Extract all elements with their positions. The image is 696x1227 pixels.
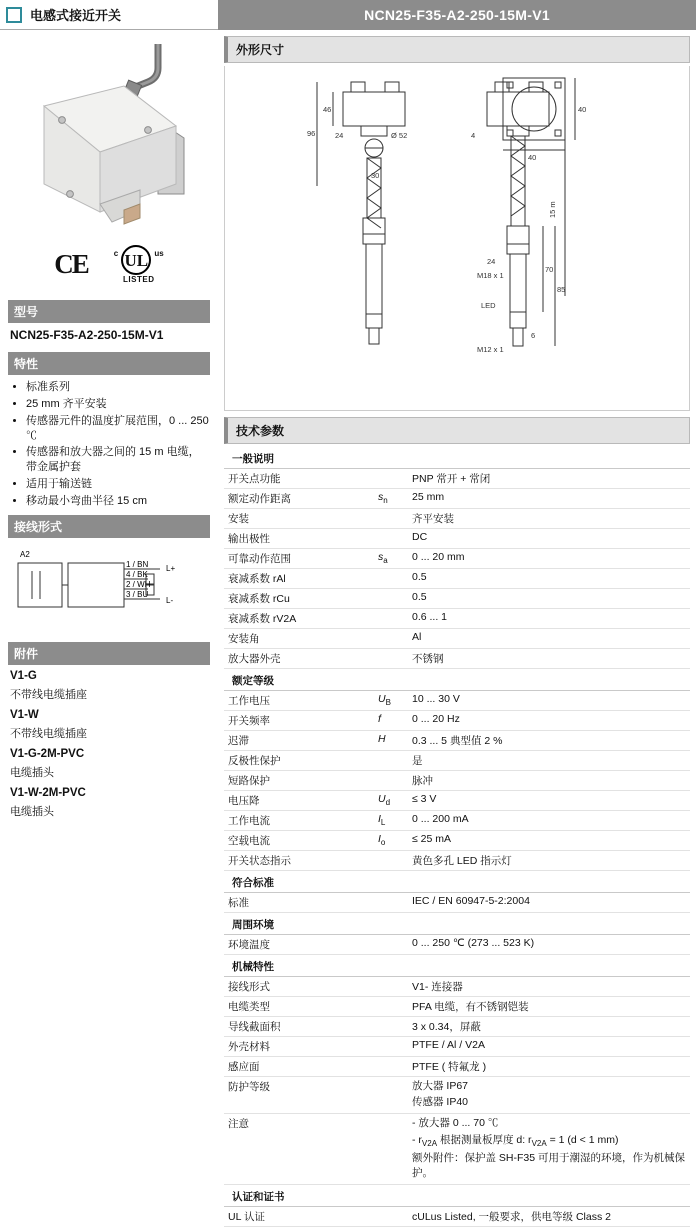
spec-label: 电压降	[224, 791, 374, 811]
spec-label: 标准	[224, 893, 374, 913]
spec-value: 齐平安装	[408, 509, 690, 529]
header-left	[0, 0, 218, 30]
svg-text:96: 96	[307, 129, 316, 138]
ul-mark	[114, 245, 164, 284]
list-item: • 25 mm 齐平安装	[26, 397, 210, 412]
spec-label: 短路保护	[224, 771, 374, 791]
ul-c-letter: c	[113, 248, 119, 258]
svg-text:24: 24	[487, 257, 496, 266]
spec-value: 10 ... 30 V	[408, 691, 690, 711]
spec-label: 迟滞	[224, 731, 374, 751]
spec-value: PTFE ( 特氟龙 )	[408, 1057, 690, 1077]
accessory-item	[8, 787, 210, 819]
page-title: 电感式接近开关	[30, 8, 122, 23]
accessory-name: V1-W	[10, 708, 39, 721]
spec-value: PNP 常开 + 常闭	[408, 469, 690, 489]
product-photo	[8, 34, 210, 234]
accessory-desc: 电缆插头	[10, 805, 54, 818]
spec-value: - 放大器 0 ... 70 ℃ - $r_{V2A}$ 根据测量板厚度 d: $r_{V2A} = 1$ (d < 1 mm) 额外附件：保护盖 SH-F35 可用于潮湿的环境，作为机械保护。	[408, 1114, 690, 1184]
spec-label: 额定动作距离	[224, 489, 374, 509]
spec-value: 0 ... 20 mm	[408, 549, 690, 569]
spec-value: 是	[408, 751, 690, 771]
spec-label: 接线形式	[224, 977, 374, 997]
spec-group-title: 认证和证书	[224, 1184, 690, 1206]
spec-value: 黄色多孔 LED 指示灯	[408, 851, 690, 871]
spec-label: 注意	[224, 1114, 374, 1184]
spec-value: 0 ... 20 Hz	[408, 711, 690, 731]
wiring-diagram	[8, 543, 210, 636]
spec-value: 0.6 ... 1	[408, 609, 690, 629]
svg-text:40: 40	[528, 153, 537, 162]
wiring-label-a2: A2	[20, 549, 30, 559]
svg-text:15 m: 15 m	[548, 201, 557, 218]
spec-value: 25 mm	[408, 489, 690, 509]
spec-label: 衰减系数 rAl	[224, 569, 374, 589]
spec-label: 输出极性	[224, 529, 374, 549]
spec-label: 电缆类型	[224, 997, 374, 1017]
section-accessories: 附件	[8, 642, 210, 665]
approval-marks	[8, 234, 210, 294]
accessory-name: V1-G-2M-PVC	[10, 747, 85, 760]
specs-table	[224, 447, 690, 1227]
spec-group-title: 符合标准	[224, 871, 690, 893]
svg-text:M12 x 1: M12 x 1	[477, 345, 504, 354]
spec-value: ≤ 25 mA	[408, 831, 690, 851]
wiring-label-2: 2 / WH	[126, 579, 151, 589]
svg-text:24: 24	[335, 131, 344, 140]
spec-label: 外壳材料	[224, 1037, 374, 1057]
svg-text:4: 4	[471, 131, 476, 140]
accessory-name: V1-G	[10, 669, 37, 682]
list-item: • 移动最小弯曲半径 15 cm	[26, 494, 210, 509]
accessory-desc: 不带线电缆插座	[10, 727, 87, 740]
spec-value: 0.3 ... 5 典型值 2 %	[408, 731, 690, 751]
spec-label: 防护等级	[224, 1077, 374, 1114]
ul-us-letters: us	[154, 248, 164, 258]
spec-label: 环境温度	[224, 935, 374, 955]
dimension-drawing	[224, 66, 690, 411]
spec-symbol: f	[374, 711, 408, 731]
spec-label: 开关状态指示	[224, 851, 374, 871]
svg-text:40: 40	[578, 105, 587, 114]
svg-text:Ø 52: Ø 52	[391, 131, 408, 140]
list-item: • 传感器和放大器之间的 15 m 电缆，带金属护套	[26, 445, 210, 475]
svg-text:M18 x 1: M18 x 1	[477, 271, 504, 280]
svg-text:6: 6	[531, 331, 536, 340]
spec-symbol: $s_a$	[374, 549, 408, 569]
spec-symbol	[374, 529, 408, 549]
features-list	[8, 380, 210, 509]
ul-listed-label: LISTED	[123, 274, 155, 284]
list-item: • 传感器元件的温度扩展范围，0 ... 250 ℃	[26, 414, 210, 444]
spec-label: 衰减系数 rCu	[224, 589, 374, 609]
spec-value: V1- 连接器	[408, 977, 690, 997]
spec-label: UL 认证	[224, 1206, 374, 1226]
ce-mark: CE	[54, 248, 88, 279]
wiring-label-lminus: L-	[166, 595, 174, 605]
spec-label: 衰减系数 rV2A	[224, 609, 374, 629]
spec-value: 0.5	[408, 569, 690, 589]
svg-text:46: 46	[323, 105, 332, 114]
spec-label: 可靠动作范围	[224, 549, 374, 569]
section-features: 特性	[8, 352, 210, 375]
spec-value: ≤ 3 V	[408, 791, 690, 811]
spec-value: 脉冲	[408, 771, 690, 791]
svg-text:LED: LED	[481, 301, 496, 310]
spec-symbol	[374, 509, 408, 529]
spec-label: 反极性保护	[224, 751, 374, 771]
model-value: NCN25-F35-A2-250-15M-V1	[10, 328, 164, 342]
section-model: 型号	[8, 300, 210, 323]
spec-label: 工作电压	[224, 691, 374, 711]
spec-value: IEC / EN 60947-5-2:2004	[408, 893, 690, 913]
spec-value: 0 ... 200 mA	[408, 811, 690, 831]
accessory-item	[8, 670, 210, 702]
spec-symbol: H	[374, 731, 408, 751]
left-column	[0, 30, 218, 1031]
ul-circle-icon: UL	[121, 245, 151, 275]
spec-label: 放大器外壳	[224, 649, 374, 669]
accessory-name: V1-W-2M-PVC	[10, 786, 86, 799]
spec-symbol: $U_B$	[374, 691, 408, 711]
section-dimensions: 外形尺寸	[224, 36, 690, 63]
svg-text:70: 70	[545, 265, 554, 274]
section-specs: 技术参数	[224, 417, 690, 444]
spec-group-title: 额定等级	[224, 669, 690, 691]
spec-group-title: 机械特性	[224, 955, 690, 977]
section-wiring: 接线形式	[8, 515, 210, 538]
page-header	[0, 0, 696, 30]
wiring-label-4: 4 / BK	[126, 569, 148, 579]
spec-value: 0 ... 250 ℃ (273 ... 523 K)	[408, 935, 690, 955]
spec-label: 感应面	[224, 1057, 374, 1077]
spec-value: Al	[408, 629, 690, 649]
spec-value: 不锈钢	[408, 649, 690, 669]
spec-value: DC	[408, 529, 690, 549]
wiring-label-1: 1 / BN	[126, 559, 149, 569]
spec-label: 开关点功能	[224, 469, 374, 489]
spec-group-title: 一般说明	[224, 447, 690, 469]
spec-label: 工作电流	[224, 811, 374, 831]
spec-symbol: $I_L$	[374, 811, 408, 831]
spec-value: 3 x 0.34，屏蔽	[408, 1017, 690, 1037]
spec-label: 空载电流	[224, 831, 374, 851]
square-logo-icon	[6, 7, 22, 23]
accessory-item	[8, 709, 210, 741]
spec-symbol: $U_d$	[374, 791, 408, 811]
page-body	[0, 30, 696, 1223]
wiring-label-3: 3 / BU	[126, 589, 149, 599]
accessory-item	[8, 748, 210, 780]
spec-group-title: 周围环境	[224, 913, 690, 935]
accessory-desc: 不带线电缆插座	[10, 688, 87, 701]
svg-text:30: 30	[371, 171, 380, 180]
spec-label: 安装角	[224, 629, 374, 649]
spec-value: PTFE / Al / V2A	[408, 1037, 690, 1057]
right-column	[218, 30, 696, 1223]
spec-label: 导线截面积	[224, 1017, 374, 1037]
spec-label: 开关频率	[224, 711, 374, 731]
spec-symbol: $I_o$	[374, 831, 408, 851]
spec-symbol: $s_n$	[374, 489, 408, 509]
wiring-label-lplus: L+	[166, 563, 176, 573]
spec-value: 放大器 IP67 传感器 IP40	[408, 1077, 690, 1114]
list-item: • 标准系列	[26, 380, 210, 395]
spec-value: PFA 电缆，有不锈钢铠装	[408, 997, 690, 1017]
spec-value: cULus Listed, 一般要求，供电等级 Class 2	[408, 1206, 690, 1226]
svg-text:85: 85	[557, 285, 566, 294]
spec-symbol	[374, 469, 408, 489]
list-item: • 适用于输送链	[26, 477, 210, 492]
accessory-desc: 电缆插头	[10, 766, 54, 779]
spec-label: 安装	[224, 509, 374, 529]
spec-value: 0.5	[408, 589, 690, 609]
part-number-banner: NCN25-F35-A2-250-15M-V1	[218, 0, 696, 30]
